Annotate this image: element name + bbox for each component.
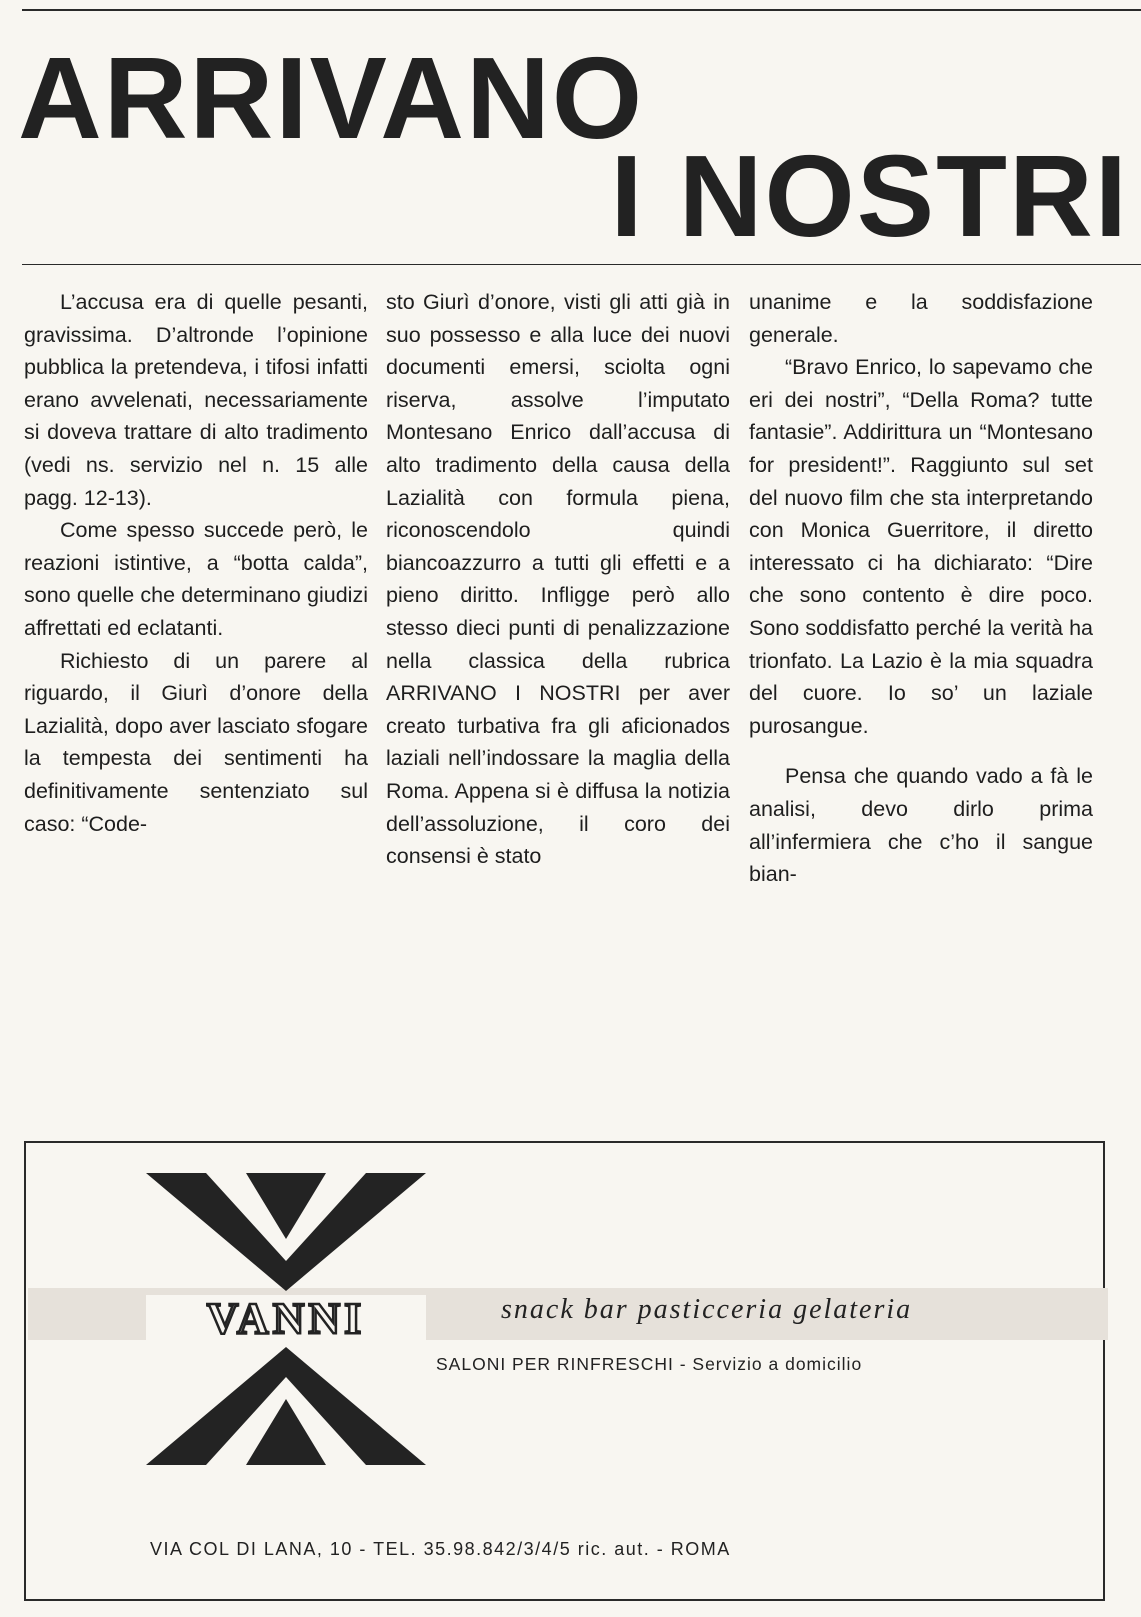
headline-line-2: I NOSTRI <box>610 131 1129 261</box>
ad-address: VIA COL DI LANA, 10 - TEL. 35.98.842/3/4/5 ric. aut. - ROMA <box>150 1539 731 1559</box>
article-paragraph: Pensa che quando vado a fà le analisi, devo dirlo prima all’infermiera che c’ho il sangue bian- <box>749 764 1093 887</box>
logo-wordmark: VANNI <box>206 1294 366 1343</box>
article-paragraph: Come spesso succede però, le reazioni istintive, a “botta calda”, sono quelle che determinano giudizi affrettati ed eclatanti. <box>24 518 368 640</box>
ad-services: SALONI PER RINFRESCHI - Servizio a domicilio <box>436 1354 863 1374</box>
vanni-advertisement <box>24 1141 1105 1601</box>
vanni-logo <box>146 1173 426 1465</box>
headline-line-1: ARRIVANO <box>18 33 645 163</box>
article-paragraph: sto Giurì d’onore, visti gli atti già in suo possesso e alla luce dei nuovi documenti emersi, sciolta ogni riserva, assolve l’imputato Montesano Enrico dall’accusa di alto tradimento della causa della Lazialità con formula piena, riconoscendolo quindi biancoazzurro a tutti gli effetti e a pieno diritto. Infligge però allo stesso dieci punti di penalizzazione nella classica della rubrica ARRIVANO I NOSTRI per aver creato turbativa fra gli aficionados laziali nell’indossare la maglia della Roma. Appena si è diffusa la notizia dell’assoluzione, il coro dei consensi è stato <box>386 290 730 869</box>
headline-rule <box>22 264 1141 265</box>
article-paragraph: unanime e la soddisfazione generale. <box>749 290 1093 347</box>
top-rule <box>22 9 1141 11</box>
article-paragraph: L’accusa era di quelle pesanti, gravissima. D’altronde l’opinione pubblica la pretendeva, i tifosi infatti erano avvelenati, necessariamente si doveva trattare di alto tradimento (vedi ns. servizio nel n. 15 alle pagg. 12-13). <box>24 290 368 510</box>
article-column-1 <box>24 286 368 840</box>
article-column-3 <box>749 286 1093 891</box>
ad-tagline: snack bar pasticceria gelateria <box>501 1294 913 1325</box>
article-paragraph: Richiesto di un parere al riguardo, il Giurì d’onore della Lazialità, dopo aver lasciato sfogare la tempesta dei sentimenti ha definitivamente sentenziato sul caso: “Code- <box>24 648 368 836</box>
article-paragraph: “Bravo Enrico, lo sapevamo che eri dei nostri”, “Della Roma? tutte fantasie”. Addirittura un “Montesano for president!”. Raggiunto sul set del nuovo film che sta interpretando con Monica Guerritore, il diretto interessato ci ha dichiarato: “Dire che sono contento è dire poco. Sono soddisfatto perché la verità ha trionfato. La Lazio è la mia squadra del cuore. Io so’ un laziale purosangue. <box>749 355 1093 738</box>
article-column-2 <box>386 286 730 873</box>
